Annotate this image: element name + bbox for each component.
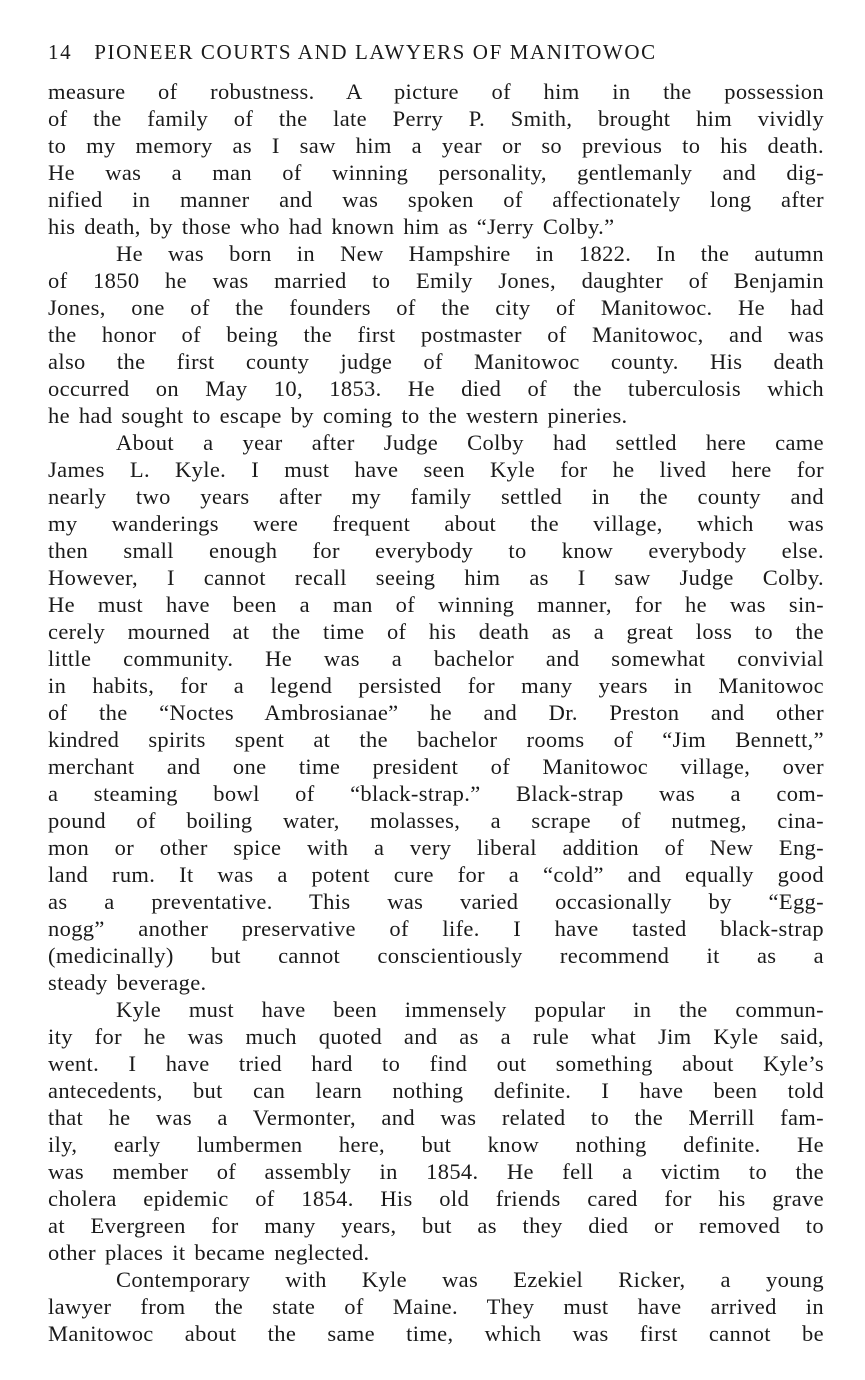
text-line: He was a man of winning personality, gentlemanly and dig- xyxy=(48,160,824,185)
text-line: of 1850 he was married to Emily Jones, daughter of Benjamin xyxy=(48,268,824,293)
text-line: also the first county judge of Manitowoc county. His death xyxy=(48,349,824,374)
text-line: nified in manner and was spoken of affectionately long after xyxy=(48,187,824,212)
text-line: little community. He was a bachelor and somewhat convivial xyxy=(48,646,824,671)
text-line: cholera epidemic of 1854. His old friends cared for his grave xyxy=(48,1186,824,1211)
text-line: cerely mourned at the time of his death as a great loss to the xyxy=(48,619,824,644)
text-line: nogg” another preservative of life. I have tasted black-strap xyxy=(48,916,824,941)
running-header xyxy=(48,40,818,65)
text-line: Kyle must have been immensely popular in the commun- xyxy=(116,997,824,1022)
text-line: then small enough for everybody to know everybody else. xyxy=(48,538,824,563)
text-line: in habits, for a legend persisted for many years in Manitowoc xyxy=(48,673,824,698)
text-line: lawyer from the state of Maine. They must have arrived in xyxy=(48,1294,824,1319)
text-line: land rum. It was a potent cure for a “cold” and equally good xyxy=(48,862,824,887)
text-line: pound of boiling water, molasses, a scrape of nutmeg, cina- xyxy=(48,808,824,833)
text-line: my wanderings were frequent about the village, which was xyxy=(48,511,824,536)
text-line: antecedents, but can learn nothing definite. I have been told xyxy=(48,1078,824,1103)
text-line: his death, by those who had known him as “Jerry Colby.” xyxy=(48,214,615,239)
text-line: (medicinally) but cannot conscientiously recommend it as a xyxy=(48,943,824,968)
text-line: ity for he was much quoted and as a rule what Jim Kyle said, xyxy=(48,1024,824,1049)
text-line: of the family of the late Perry P. Smith, brought him vividly xyxy=(48,106,824,131)
text-line: occurred on May 10, 1853. He died of the tuberculosis which xyxy=(48,376,824,401)
text-line: other places it became neglected. xyxy=(48,1240,370,1265)
text-line: that he was a Vermonter, and was related to the Merrill fam- xyxy=(48,1105,824,1130)
text-line: nearly two years after my family settled in the county and xyxy=(48,484,824,509)
text-line: kindred spirits spent at the bachelor rooms of “Jim Bennett,” xyxy=(48,727,824,752)
text-line: Contemporary with Kyle was Ezekiel Ricker, a young xyxy=(116,1267,824,1292)
text-line: steady beverage. xyxy=(48,970,207,995)
text-line: mon or other spice with a very liberal addition of New Eng- xyxy=(48,835,824,860)
running-title: PIONEER COURTS AND LAWYERS OF MANITOWOC xyxy=(94,40,657,64)
text-line: was member of assembly in 1854. He fell a victim to the xyxy=(48,1159,824,1184)
text-line: Jones, one of the founders of the city of Manitowoc. He had xyxy=(48,295,824,320)
page-number: 14 xyxy=(48,40,73,64)
text-line: ily, early lumbermen here, but know nothing definite. He xyxy=(48,1132,824,1157)
text-line: of the “Noctes Ambrosianae” he and Dr. Preston and other xyxy=(48,700,824,725)
text-line: he had sought to escape by coming to the western pineries. xyxy=(48,403,628,428)
text-line: merchant and one time president of Manitowoc village, over xyxy=(48,754,824,779)
text-line: About a year after Judge Colby had settled here came xyxy=(116,430,824,455)
text-line: as a preventative. This was varied occasionally by “Egg- xyxy=(48,889,824,914)
text-line: to my memory as I saw him a year or so previous to his death. xyxy=(48,133,824,158)
text-line: a steaming bowl of “black-strap.” Black-strap was a com- xyxy=(48,781,824,806)
text-line: He was born in New Hampshire in 1822. In the autumn xyxy=(116,241,824,266)
text-line: measure of robustness. A picture of him in the possession xyxy=(48,79,824,104)
text-line: went. I have tried hard to find out something about Kyle’s xyxy=(48,1051,824,1076)
text-line: However, I cannot recall seeing him as I saw Judge Colby. xyxy=(48,565,824,590)
text-line: He must have been a man of winning manner, for he was sin- xyxy=(48,592,824,617)
text-line: at Evergreen for many years, but as they died or removed to xyxy=(48,1213,824,1238)
text-line: the honor of being the first postmaster of Manitowoc, and was xyxy=(48,322,824,347)
text-line: James L. Kyle. I must have seen Kyle for he lived here for xyxy=(48,457,824,482)
text-line: Manitowoc about the same time, which was first cannot be xyxy=(48,1321,824,1346)
